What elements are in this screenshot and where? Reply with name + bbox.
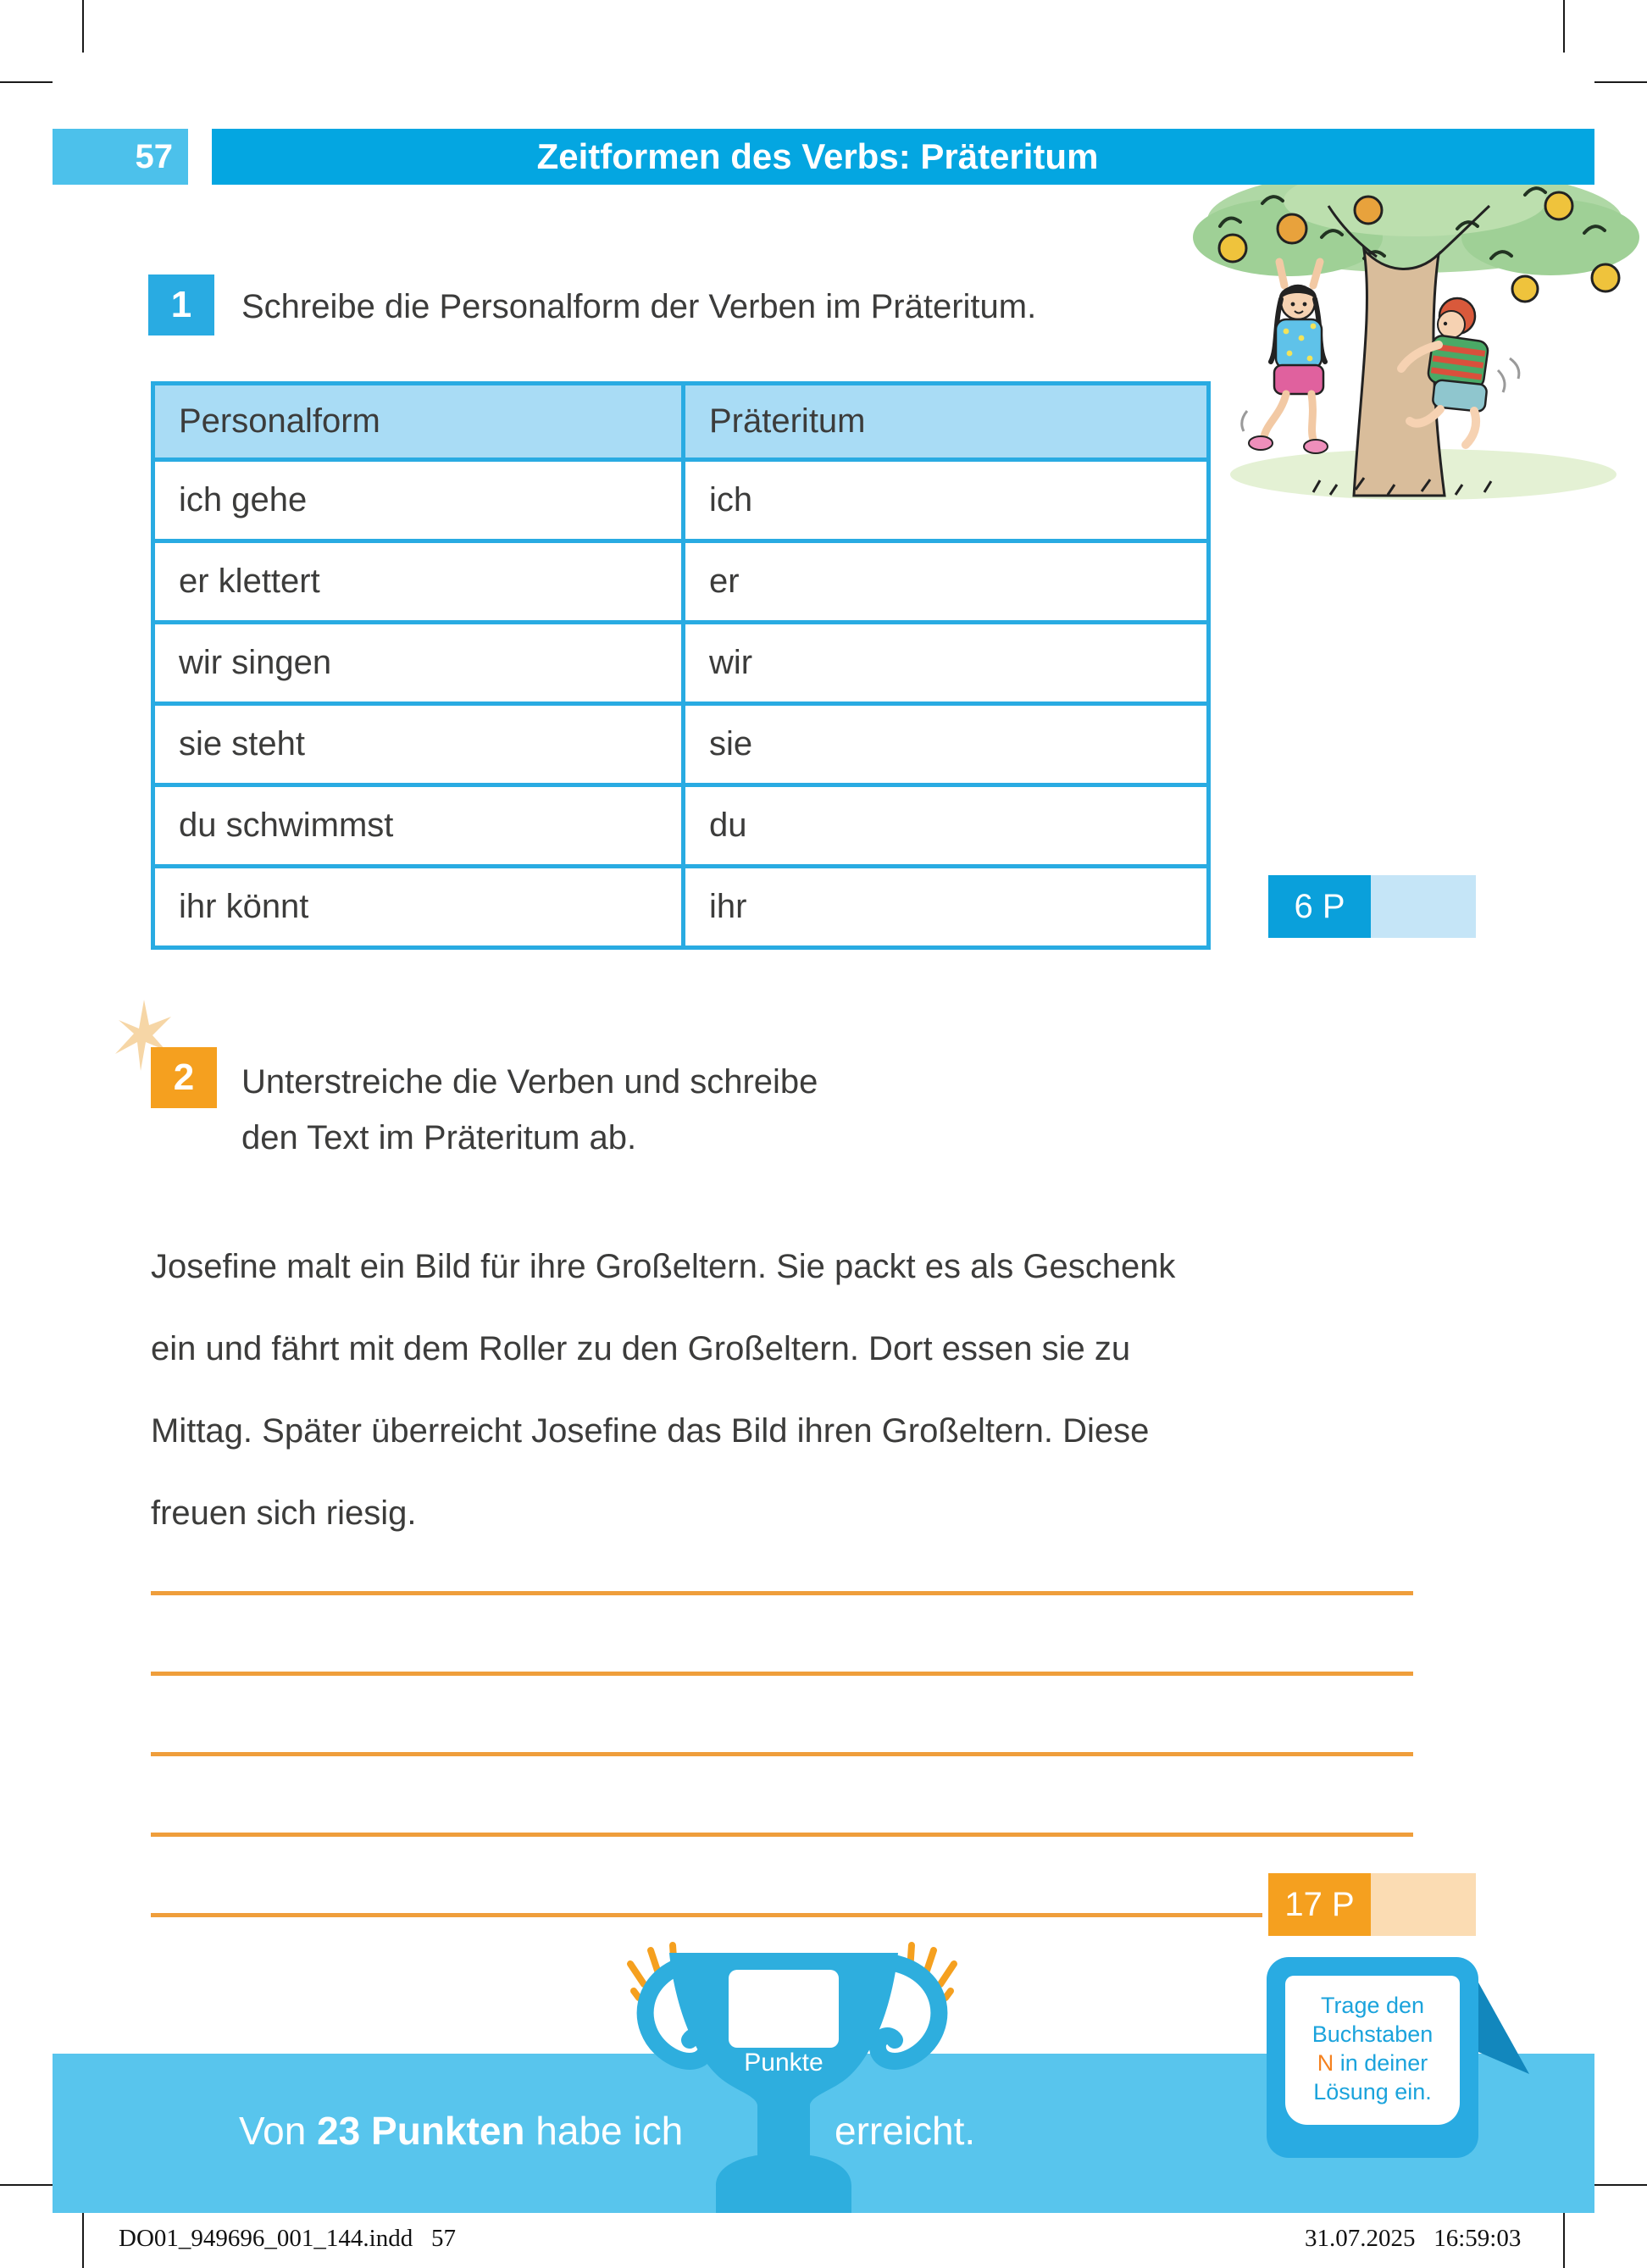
crop-mark [0, 2184, 53, 2186]
print-footer-timestamp: 31.07.2025 16:59:03 [1305, 2225, 1522, 2252]
crop-mark [1594, 81, 1647, 83]
personalform-cell: ich gehe [153, 460, 684, 541]
table-row [153, 785, 1209, 867]
summary-sentence-suffix: erreicht. [835, 2109, 976, 2153]
trophy-points-field[interactable] [729, 1971, 839, 2048]
page-title: Zeitformen des Verbs: Präteritum [536, 136, 1099, 176]
writing-line[interactable] [151, 1672, 1413, 1676]
task1-number-badge: 1 [148, 274, 214, 335]
praeteritum-answer-cell[interactable]: er [684, 541, 1209, 623]
summary-total-points: 23 Punkten [317, 2109, 525, 2153]
solution-note-text: Trage den Buchstaben N in deiner Lösung ein. [1312, 1993, 1434, 2104]
tree-climbing-illustration [1186, 157, 1647, 504]
solution-note-card [1285, 1976, 1460, 2125]
column-header-personalform: Personalform [153, 384, 684, 460]
task1-table [151, 381, 1211, 950]
column-header-praeteritum: Präteritum [684, 384, 1209, 460]
task1-points-achieved-box[interactable] [1371, 875, 1476, 938]
personalform-cell: sie steht [153, 704, 684, 785]
task2-points-achieved-box[interactable] [1371, 1873, 1476, 1936]
girl-figure [1242, 262, 1328, 453]
task2-instruction-line1: Unterstreiche die Verben und schreibe [241, 1063, 818, 1101]
table-header-row [153, 384, 1209, 460]
text-line: Mittag. Später überreicht Josefine das Bild ihren Großeltern. Diese [151, 1412, 1150, 1450]
praeteritum-answer-cell[interactable]: wir [684, 623, 1209, 704]
solution-letter: N [1317, 2050, 1334, 2076]
table-row [153, 541, 1209, 623]
writing-line[interactable] [151, 1913, 1262, 1917]
personalform-cell: er klettert [153, 541, 684, 623]
text-line: Josefine malt ein Bild für ihre Großeltern. Sie packt es als Geschenk [151, 1248, 1176, 1285]
personalform-cell: ihr könnt [153, 867, 684, 948]
writing-line[interactable] [151, 1833, 1413, 1837]
task2-number-badge: 2 [151, 1047, 217, 1108]
table-row [153, 460, 1209, 541]
text-line: ein und fährt mit dem Roller zu den Großeltern. Dort essen sie zu [151, 1330, 1131, 1367]
task1-points-label: 6 P [1268, 875, 1371, 938]
table-row [153, 623, 1209, 704]
print-footer-filename: DO01_949696_001_144.indd 57 [119, 2225, 456, 2252]
task1-table-body [153, 460, 1209, 948]
writing-line[interactable] [151, 1752, 1413, 1756]
table-row [153, 704, 1209, 785]
personalform-cell: du schwimmst [153, 785, 684, 867]
crop-mark [1594, 2184, 1647, 2186]
praeteritum-answer-cell[interactable]: ich [684, 460, 1209, 541]
personalform-cell: wir singen [153, 623, 684, 704]
task2-points-badge [1268, 1873, 1476, 1936]
trophy-label: Punkte [744, 2049, 824, 2077]
praeteritum-answer-cell[interactable]: ihr [684, 867, 1209, 948]
crop-mark [82, 0, 84, 53]
page-number: 57 [53, 129, 188, 185]
task2-source-text [151, 1226, 1175, 1555]
table-row [153, 867, 1209, 948]
task2-instruction-line2: den Text im Präteritum ab. [241, 1119, 637, 1156]
solution-note [1267, 1957, 1478, 2158]
task1-points-badge [1268, 875, 1476, 938]
title-bar [212, 129, 1594, 185]
summary-sentence-left [239, 2108, 683, 2154]
task2-instruction [241, 1054, 818, 1166]
crop-mark [82, 2213, 84, 2268]
crop-mark [1563, 0, 1565, 53]
summary-prefix: Von [239, 2109, 307, 2153]
summary-middle: habe ich [535, 2109, 684, 2153]
task1-instruction: Schreibe die Personalform der Verben im Präteritum. [241, 288, 1037, 325]
praeteritum-answer-cell[interactable]: du [684, 785, 1209, 867]
task2-points-label: 17 P [1268, 1873, 1371, 1936]
crop-mark [0, 81, 53, 83]
praeteritum-answer-cell[interactable]: sie [684, 704, 1209, 785]
text-line: freuen sich riesig. [151, 1494, 417, 1532]
writing-line[interactable] [151, 1591, 1413, 1595]
